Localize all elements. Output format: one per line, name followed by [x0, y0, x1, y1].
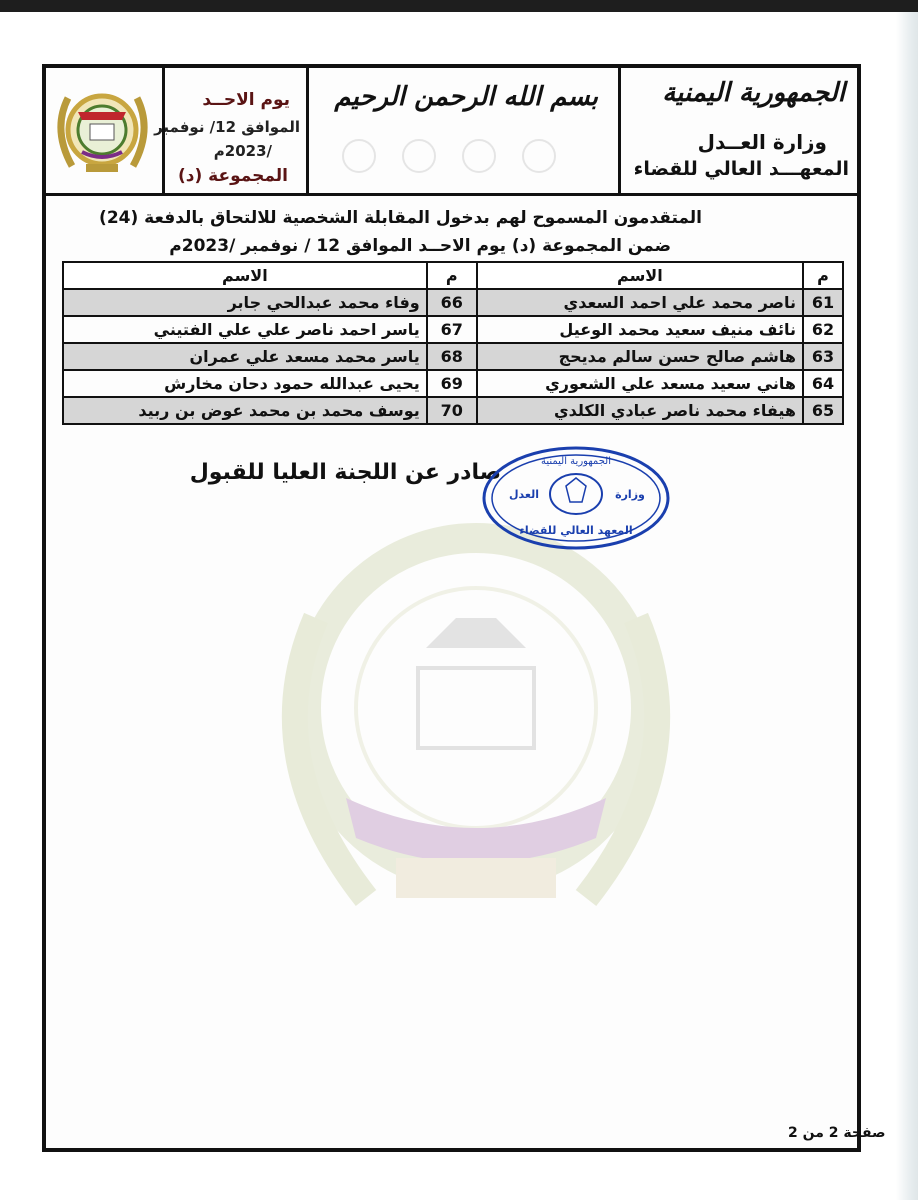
stamp-left-text: وزارة	[615, 488, 645, 501]
stamp-bottom-text: المعهد العالي للقضاء	[519, 524, 633, 537]
page-number: صفحة 2 من 2	[788, 1125, 886, 1141]
page-edge-shadow	[896, 12, 918, 1200]
faint-decoration	[329, 136, 599, 176]
issuer-statement: صادر عن اللجنة العليا للقبول	[189, 460, 501, 485]
candidate-name: هيفاء محمد ناصر عبادي الكلدي	[477, 397, 803, 424]
header-institution-box	[621, 68, 857, 196]
row-number: 68	[427, 343, 477, 370]
row-number: 66	[427, 289, 477, 316]
official-stamp	[480, 444, 672, 552]
stamp-top-text: الجمهورية اليمنية	[540, 456, 612, 467]
group-label: المجموعة (د)	[177, 166, 288, 186]
watermark-emblem	[196, 498, 756, 968]
candidate-name: وفاء محمد عبدالحي جابر	[63, 289, 427, 316]
table-row	[63, 343, 843, 370]
candidate-name: ياسر احمد ناصر علي علي الفتيني	[63, 316, 427, 343]
gov-title: الجمهورية اليمنية	[662, 78, 845, 108]
row-number: 69	[427, 370, 477, 397]
table-row	[63, 370, 843, 397]
candidate-name: يوسف محمد بن محمد عوض بن ربيد	[63, 397, 427, 424]
basmala: بسم الله الرحمن الرحيم	[334, 82, 598, 112]
col-num-header: م	[427, 262, 477, 289]
table-header-row	[63, 262, 843, 289]
date-line-1: الموافق 12/ نوفمبر	[154, 118, 300, 136]
stamp-right-text: العدل	[508, 488, 540, 501]
day-label: يوم الاحــد	[202, 90, 290, 110]
list-heading: المتقدمون المسموح لهم بدخول المقابلة الشخصية للالتحاق بالدفعة (24)	[99, 208, 702, 228]
row-number: 70	[427, 397, 477, 424]
table-row	[63, 316, 843, 343]
row-number: 67	[427, 316, 477, 343]
candidate-name: هاشم صالح حسن سالم مديحج	[477, 343, 803, 370]
row-number: 61	[803, 289, 843, 316]
table-row	[63, 289, 843, 316]
ministry-name: وزارة العــدل	[697, 130, 827, 154]
header-logo-box	[46, 68, 165, 196]
candidate-name: هاني سعيد مسعد علي الشعوري	[477, 370, 803, 397]
table-row	[63, 397, 843, 424]
col-num-header: م	[803, 262, 843, 289]
candidate-name: ناصر محمد علي احمد السعدي	[477, 289, 803, 316]
col-name-header: الاسم	[477, 262, 803, 289]
date-line-2: /2023م	[213, 142, 272, 160]
header-basmala-box	[309, 68, 621, 196]
list-subheading: ضمن المجموعة (د) يوم الاحــد الموافق 12 / نوفمبر /2023م	[169, 236, 671, 256]
col-name-header: الاسم	[63, 262, 427, 289]
row-number: 65	[803, 397, 843, 424]
institute-logo	[46, 68, 159, 188]
candidates-table	[62, 261, 844, 425]
row-number: 63	[803, 343, 843, 370]
row-number: 64	[803, 370, 843, 397]
row-number: 62	[803, 316, 843, 343]
document-page	[42, 64, 886, 1152]
top-dark-bar	[0, 0, 918, 12]
header-date-box	[154, 68, 309, 196]
institute-name: المعهـــد العالي للقضاء	[633, 158, 849, 180]
candidate-name: ياسر محمد مسعد علي عمران	[63, 343, 427, 370]
candidate-name: يحيى عبدالله حمود دحان مخارش	[63, 370, 427, 397]
candidate-name: نائف منيف سعيد محمد الوعيل	[477, 316, 803, 343]
